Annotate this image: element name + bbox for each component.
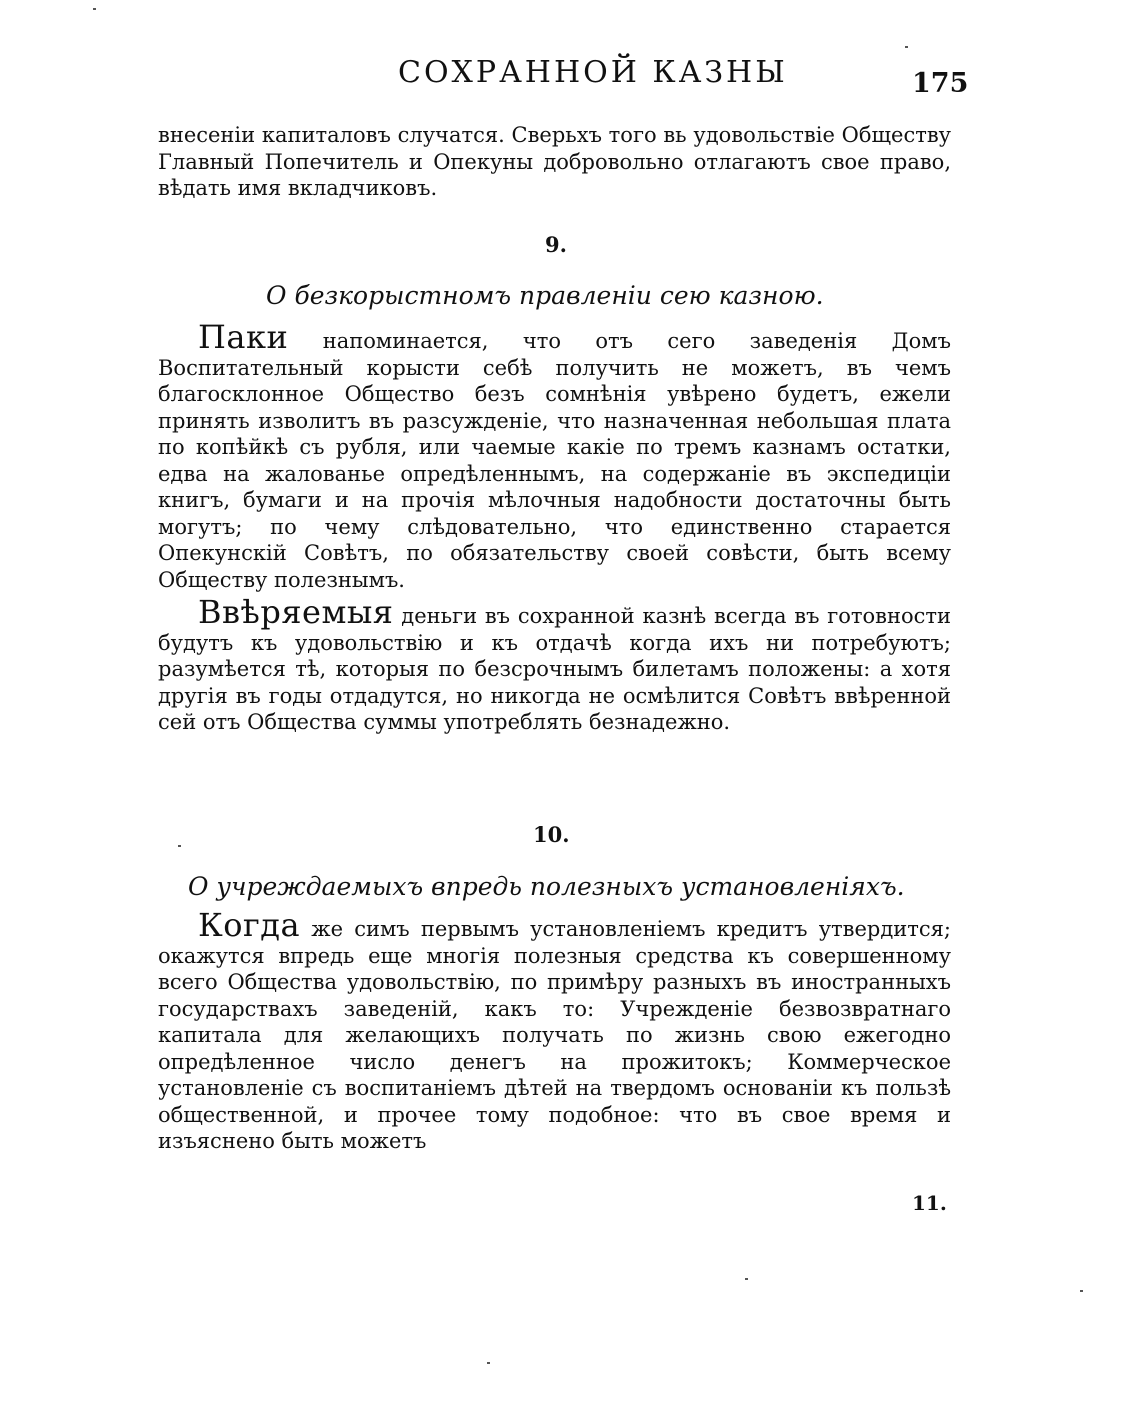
section-9-body: [158, 318, 951, 736]
paragraph: [158, 906, 951, 1155]
running-title: СОХРАННОЙ КАЗНЫ: [398, 55, 788, 90]
print-speck: [905, 46, 908, 48]
paragraph-lead-word: Ввѣряемыя: [198, 593, 394, 631]
page-number: 175: [912, 68, 969, 99]
paragraph: [158, 318, 951, 593]
print-speck: [487, 1362, 490, 1364]
catchword: 11.: [912, 1191, 947, 1215]
section-heading-10: О учреждаемыхъ впредь полезныхъ установленiяхъ.: [188, 872, 905, 901]
intro-paragraph: внесенiи капиталовъ случатся. Сверьхъ того вь удовольствiе Обществу Главный Попечитель и Опекуны добровольно отлагаютъ свое право, вѣдать имя вкладчиковъ.: [158, 123, 951, 200]
paragraph-lead-word: Когда: [198, 906, 301, 944]
paragraph: [158, 593, 951, 736]
print-speck: [178, 845, 181, 847]
paragraph-text: деньги въ сохранной казнѣ всегда въ готовности будутъ къ удовольствiю и къ отдачѣ когда ихъ ни потребуютъ; разумѣется тѣ, которыя по безсрочнымъ билетамъ положены: а хотя другiя въ годы отдадутся, но никогда не осмѣлится Совѣтъ ввѣренной сей отъ Общества суммы употреблять безнадежно.: [158, 604, 951, 734]
print-speck: [745, 1278, 748, 1280]
section-number-10: 10.: [533, 822, 570, 847]
paragraph-text: напоминается, что отъ сего заведенiя Домъ Воспитательный корысти себѣ получить не можетъ, въ чемъ благосклонное Общество безъ сомнѣнiя увѣрено будетъ, ежели принять изволитъ въ разсужденiе, что назначенная небольшая плата по копѣйкѣ съ рубля, или чаемые какiе по тремъ казнамъ остатки, едва на жалованье опредѣленнымъ, на содержанiе въ экспедицiи книгъ, бумаги и на прочiя мѣлочныя надобности достаточны быть могутъ; по чему слѣдовательно, что единственно старается Опекунскiй Совѣтъ, по обязательству своей совѣсти, быть всему Обществу полезнымъ.: [158, 329, 951, 592]
print-speck: [1080, 1290, 1083, 1292]
paragraph-lead-word: Паки: [198, 318, 289, 356]
section-number-9: 9.: [545, 232, 567, 257]
paragraph-text: же симъ первымъ установленiемъ кредитъ утвердится; окажутся впредь еще многiя полезныя средства къ совершенному всего Общества удовольствiю, по примѣру разныхъ въ иностранныхъ государствахъ заведенiй, какъ то: Учрежденiе безвозвратнаго капитала для желающихъ получать по жизнь свою ежегодно опредѣленное число денегъ на прожитокъ; Коммерческое установленiе съ воспитанiемъ дѣтей на твердомъ основанiи къ пользѣ общественной, и прочее тому подобное: что въ свое время и изъяснено быть можетъ: [158, 917, 951, 1153]
section-heading-9: О безкорыстномъ правленiи сею казною.: [266, 281, 824, 310]
section-10-body: [158, 906, 951, 1155]
intro-block: [158, 122, 951, 202]
print-speck: [93, 8, 96, 10]
